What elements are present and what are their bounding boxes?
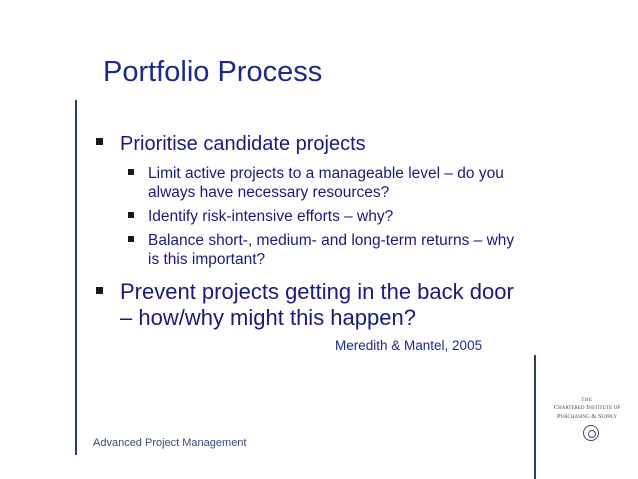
sub-bullet-item [96,207,526,226]
bullet-text: Prioritise candidate projects [120,133,366,155]
square-bullet-icon [128,212,134,218]
sub-bullet-item [96,231,526,269]
bullet-item [96,279,526,331]
sub-bullet-item [96,164,526,202]
sub-bullet-text: Limit active projects to a manageable level – do you always have necessary resources? [148,165,504,201]
institute-logo [542,398,632,421]
logo-line-1: Chartered Institute of [553,404,621,411]
sub-bullet-text: Balance short-, medium- and long-term returns – why is this important? [148,232,515,268]
sub-bullet-text: Identify risk-intensive efforts – why? [148,208,394,225]
seal-icon [583,425,599,441]
logo-line-2: Purchasing & Supply [556,413,618,420]
bullet-item [96,132,526,156]
slide-title: Portfolio Process [103,56,323,88]
citation: Meredith & Mantel, 2005 [335,338,483,353]
left-vertical-rule [75,100,77,455]
square-bullet-icon [128,169,134,175]
right-vertical-rule [534,355,536,479]
logo-top-word: THE [581,398,593,403]
bullet-text: Prevent projects getting in the back door – how/why might this happen? [120,279,514,330]
bullet-list [96,132,526,339]
square-bullet-icon [96,138,103,145]
square-bullet-icon [128,236,134,242]
footer-text: Advanced Project Management [93,437,247,449]
square-bullet-icon [96,287,103,294]
